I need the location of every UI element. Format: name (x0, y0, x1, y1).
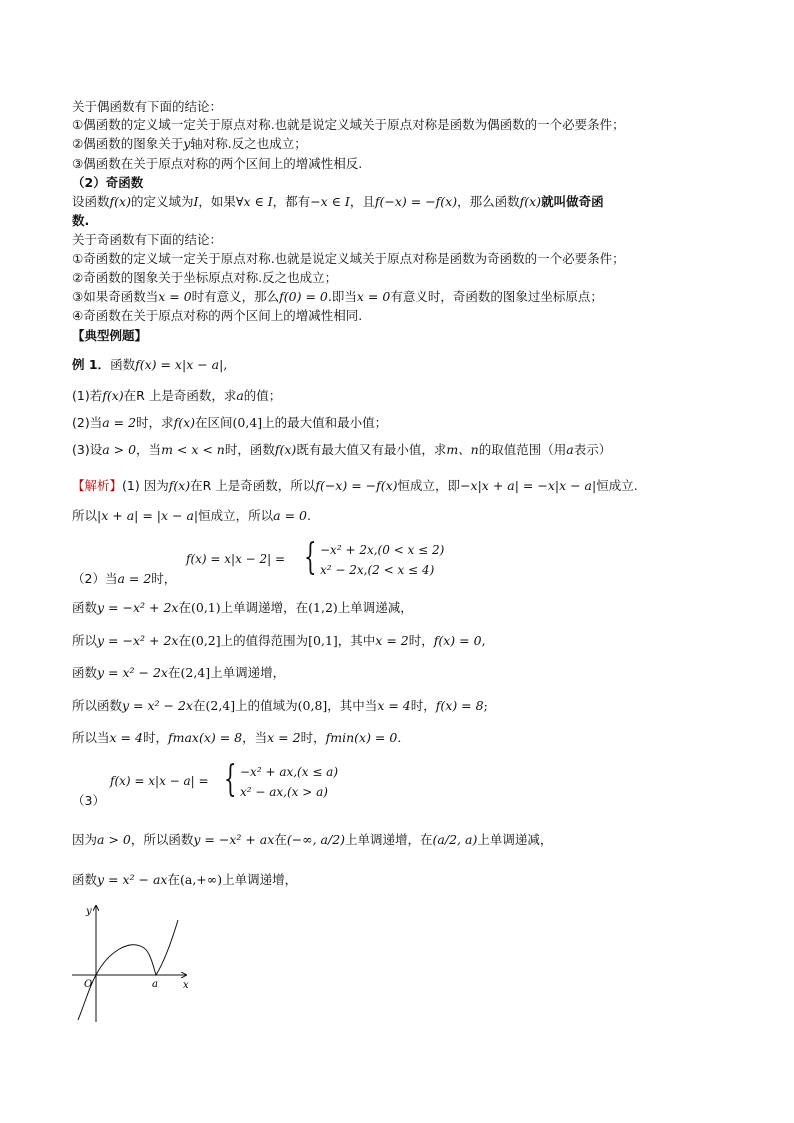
text: 恒成立，即 (397, 478, 461, 493)
even-conclusions-title: 关于偶函数有下面的结论： (72, 99, 223, 114)
text: 时有意义，那么 (191, 289, 280, 304)
x-axis-label: x (183, 980, 189, 991)
brace: { (224, 759, 237, 800)
odd-conclusions-title: 关于奇函数有下面的结论： (72, 232, 223, 247)
math: (2,4] (205, 698, 236, 713)
solution-line-4: 所以函数y = x² − 2x在(2,4]上的值域为(0,8]，其中当x = 4时，f(x) = 8; (72, 698, 488, 713)
solution-line-2: 所以y = −x² + 2x在(0,2]上的值得范围为[0,1]，其中x = 2时，f(x) = 0, (72, 633, 486, 648)
math: f(0) = 0 (279, 289, 328, 304)
question-3 (72, 441, 611, 459)
math: f(x) (109, 194, 131, 209)
text: 函数 (72, 872, 98, 887)
solution-line-7 (72, 871, 297, 889)
text: 的值； (243, 388, 282, 403)
piecewise-1-lhs: f(x) = x|x − 2| = (186, 552, 286, 566)
text: 时， (142, 730, 168, 745)
piecewise-2-row-1: −x² + ax,(x ≤ a) (240, 765, 339, 779)
piecewise-2-lhs: f(x) = x|x − a| = (110, 774, 209, 788)
math: (0,4] (232, 415, 263, 430)
text: 上单调递增， (210, 665, 286, 680)
text: 时，函数 (224, 442, 275, 457)
math: y (183, 136, 191, 151)
curve (78, 920, 178, 1020)
math: y = x² − 2x (97, 665, 168, 680)
math: (0,1) (190, 600, 221, 615)
text: ②偶函数的图象关于 (72, 136, 184, 151)
text: (3)设 (72, 442, 103, 457)
piecewise-1-row-2: x² − 2x,(2 < x ≤ 4) (320, 563, 435, 577)
text: 上单调递增， (222, 872, 298, 887)
math: y = −x² + 2x (97, 633, 179, 648)
brace: { (304, 537, 317, 578)
odd-conclusion-2: ②奇函数的图象关于坐标原点对称.反之也成立； (72, 270, 338, 285)
example-label: 例 1． (72, 357, 111, 372)
text: ，当 (136, 442, 162, 457)
text: 上的值得范围为 (220, 633, 309, 648)
text: 时， (410, 698, 436, 713)
math: f(x) = 0 (433, 633, 482, 648)
solution-part-1-conclusion: 所以|x + a| = |x − a|恒成立，所以a = 0. (72, 508, 311, 523)
math: m、n (446, 442, 479, 457)
solution-line-5: 所以当x = 4时，fmax(x) = 8，当x = 2时，fmin(x) = 0. (72, 730, 402, 745)
math: a (236, 388, 244, 403)
text: 轴对称.反之也成立； (190, 136, 307, 151)
text: 在R 上是奇函数，求 (123, 388, 237, 403)
math: f(−x) = −f(x) (315, 478, 398, 493)
text: 上单调递减， (477, 832, 553, 847)
math: a = 0 (273, 508, 307, 523)
text: 上单调递增，在 (345, 832, 433, 847)
text: 上单调递增，在 (220, 600, 309, 615)
math: f(x) (168, 478, 191, 493)
text: 上单调递减， (337, 600, 413, 615)
math: ∀x ∈ I (235, 194, 273, 209)
math: [0,1] (308, 633, 338, 648)
text: 所以函数 (72, 698, 123, 713)
math: x = 0 (158, 289, 192, 304)
solution-line-3 (72, 664, 285, 682)
solution-tag: 【解析】 (72, 478, 123, 493)
math: y = x² − ax (97, 872, 168, 887)
math: −x|x + a| = −x|x − a| (460, 478, 597, 493)
text: 在R 上是奇函数，所以 (190, 478, 316, 493)
math: (a,+∞) (180, 872, 223, 887)
text: 在 (178, 600, 191, 615)
text: .即当 (327, 289, 357, 304)
math: x = 4 (377, 698, 411, 713)
text: 在 (192, 698, 206, 713)
text: 表示） (573, 442, 612, 457)
math: fmax(x) = 8 (167, 730, 243, 745)
text: 上的值域为 (235, 698, 298, 713)
text: (1)若 (72, 388, 103, 403)
text: 时， (151, 571, 177, 586)
text: 设函数 (72, 194, 110, 209)
math: fmin(x) = 0 (325, 730, 398, 745)
odd-conclusion-3 (72, 288, 603, 306)
solution-part-1 (72, 477, 638, 495)
text: 函数 (72, 600, 98, 615)
text: 恒成立，所以 (198, 508, 274, 523)
odd-conclusion-1: ①奇函数的定义域一定关于原点对称.也就是说定义域关于原点对称是函数为奇函数的一个必要条件； (72, 251, 625, 266)
solution-line-1 (72, 599, 413, 617)
text: ，都有 (272, 194, 311, 209)
text: 所以当 (72, 730, 110, 745)
text: 就叫做奇函 (541, 194, 604, 209)
text: (1) 因为 (122, 478, 169, 493)
text: 上的最大值和最小值； (262, 415, 388, 430)
question-1 (72, 387, 281, 405)
text: ，那么函数 (457, 194, 520, 209)
math: (1,2) (308, 600, 338, 615)
text: 在 (178, 633, 191, 648)
text: 在区间 (195, 415, 233, 430)
text: 因为 (72, 832, 98, 847)
text: 的定义域为 (130, 194, 194, 209)
text: 所以 (72, 633, 98, 648)
piecewise-2-row-2: x² − ax,(x > a) (240, 785, 328, 799)
math: f(x) (102, 388, 124, 403)
text: 时， (300, 730, 326, 745)
text: 所以 (72, 508, 98, 523)
origin-label: O (84, 979, 93, 990)
math: f(x) (274, 442, 297, 457)
math: a > 0 (97, 832, 131, 847)
even-conclusion-3: ③偶函数在关于原点对称的两个区间上的增减性相反. (72, 156, 363, 171)
math: x = 2 (375, 633, 409, 648)
math: a (566, 442, 574, 457)
math: (−∞, a/2) (286, 832, 346, 847)
text: ，所以函数 (130, 832, 194, 847)
text: 有意义时，奇函数的图象过坐标原点； (390, 289, 603, 304)
text: (2)当 (72, 415, 103, 430)
text: ，其中当 (327, 698, 378, 713)
math: |x + a| = |x − a| (97, 508, 199, 523)
text: 时， (408, 633, 434, 648)
even-conclusion-2 (72, 135, 307, 153)
section-title: 【典型例题】 (72, 328, 148, 343)
text: ③如果奇函数当 (72, 289, 159, 304)
text: 时，求 (136, 415, 174, 430)
text: 既有最大值又有最小值，求 (296, 442, 447, 457)
piecewise-1-row-1: −x² + 2x,(0 < x ≤ 2) (320, 543, 445, 557)
solution-line-6 (72, 831, 552, 849)
math: f(x) (173, 415, 195, 430)
math: f(x) = 8 (435, 698, 484, 713)
math: x = 0 (356, 289, 391, 304)
text: ，如果 (198, 194, 236, 209)
text: 在 (167, 665, 181, 680)
text: 在 (274, 832, 287, 847)
math: (0,8] (297, 698, 328, 713)
math: (0,2] (190, 633, 221, 648)
text: 的取值范围（用 (478, 442, 567, 457)
part-3-label: （3） (72, 793, 105, 808)
odd-definition-end: 数. (72, 213, 90, 228)
odd-heading: （2）奇函数 (72, 175, 144, 190)
example-1: 例 1．函数f(x) = x|x − a|, (72, 357, 228, 372)
text: ，且 (349, 194, 375, 209)
odd-definition (72, 193, 604, 211)
part-2-label (72, 570, 176, 588)
text: 函数 (72, 665, 98, 680)
math: a > 0 (102, 442, 137, 457)
math: y = −x² + ax (193, 832, 275, 847)
text: ，当 (242, 730, 268, 745)
text: （2）当 (72, 571, 118, 586)
math: x = 2 (267, 730, 301, 745)
math: (2,4] (180, 665, 211, 680)
question-2 (72, 414, 387, 432)
function-graph (68, 900, 198, 1025)
math: (a/2, a) (432, 832, 478, 847)
odd-conclusion-4: ④奇函数在关于原点对称的两个区间上的增减性相同. (72, 308, 363, 323)
a-label: a (152, 979, 158, 990)
math: y = −x² + 2x (97, 600, 179, 615)
math: m < x < n (161, 442, 225, 457)
y-axis-label: y (86, 906, 92, 917)
math: f(−x) = −f(x) (374, 194, 458, 209)
math: I (193, 194, 199, 209)
text: ，其中 (337, 633, 376, 648)
text: 在 (167, 872, 180, 887)
text: 函数 (110, 357, 136, 372)
math: y = x² − 2x (122, 698, 193, 713)
math: f(x) = x|x − a| (135, 357, 224, 372)
math: −x ∈ I (310, 194, 350, 209)
math: a = 2 (117, 571, 152, 586)
even-conclusion-1: ①偶函数的定义域一定关于原点对称.也就是说定义域关于原点对称是函数为偶函数的一个必要条件； (72, 117, 625, 132)
math: f(x) (519, 194, 542, 209)
math: x = 4 (109, 730, 143, 745)
math: a = 2 (102, 415, 137, 430)
text: 恒成立. (596, 478, 638, 493)
